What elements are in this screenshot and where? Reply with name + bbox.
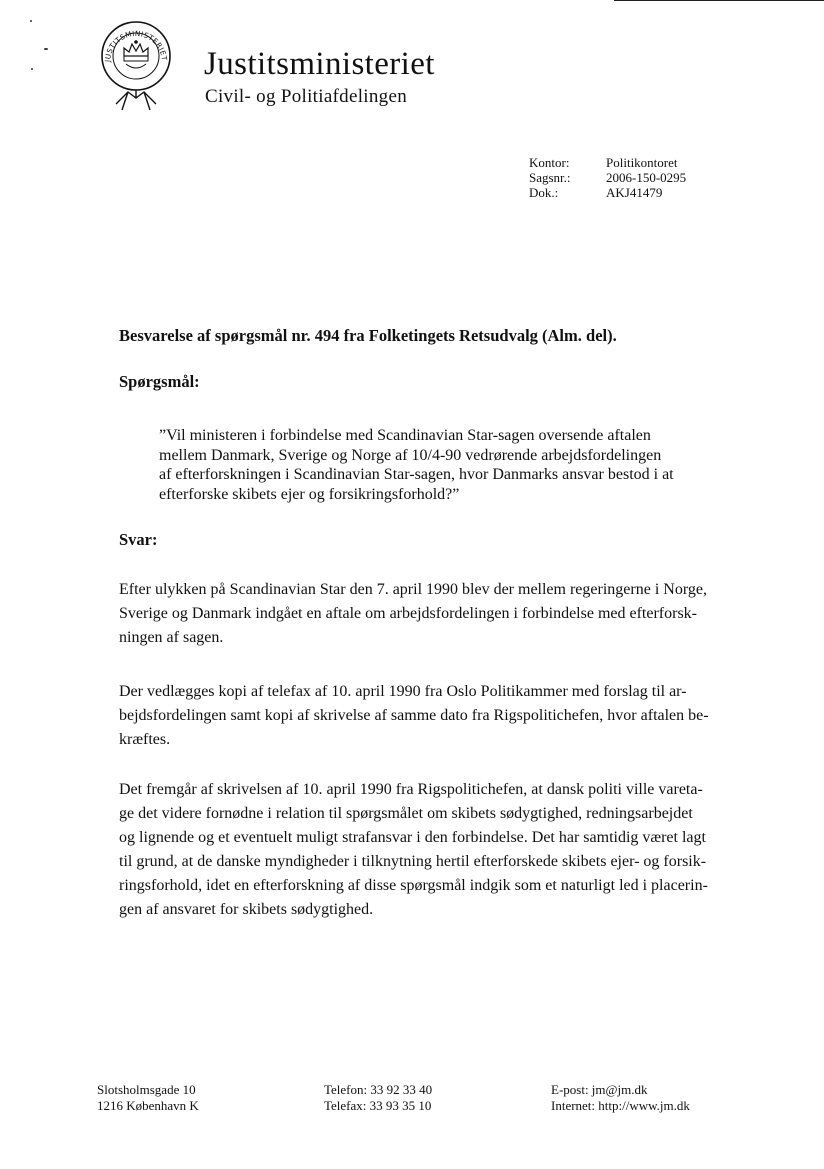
footer-line: Internet: http://www.jm.dk xyxy=(551,1098,690,1113)
quote-line: mellem Danmark, Sverige og Norge af 10/4-90 vedrørende arbejdsfordelingen xyxy=(159,446,662,464)
footer-web xyxy=(551,1082,690,1114)
footer-line: 1216 København K xyxy=(97,1098,199,1113)
footer-line: Slotsholmsgade 10 xyxy=(97,1082,196,1097)
reference-row xyxy=(529,170,686,185)
scan-speck xyxy=(31,68,33,70)
reference-value: 2006-150-0295 xyxy=(606,170,687,185)
scan-speck xyxy=(44,48,48,50)
footer-line: E-post: jm@jm.dk xyxy=(551,1082,648,1097)
paragraph-line: ringsforhold, idet en efterforskning af disse spørgsmål indgik som et naturligt led i placerin- xyxy=(119,877,708,894)
footer-line: Telefon: 33 92 33 40 xyxy=(324,1082,433,1097)
scan-speck xyxy=(30,20,32,22)
reference-row xyxy=(529,185,686,200)
answer-paragraph xyxy=(119,680,759,752)
footer-phone xyxy=(324,1082,432,1114)
answer-paragraph xyxy=(119,578,759,650)
paragraph-line: til grund, at de danske myndigheder i tilknytning hertil efterforskede skibets ejer- og forsik- xyxy=(119,853,707,870)
paragraph-line: bejdsfordelingen samt kopi af skrivelse af samme dato fra Rigspolitichefen, hvor aftalen be- xyxy=(119,707,709,724)
footer-address xyxy=(97,1082,199,1114)
ministry-seal-logo xyxy=(100,18,172,114)
paragraph-line: Sverige og Danmark indgået en aftale om arbejdsfordelingen i forbindelse med efterforsk- xyxy=(119,605,698,622)
paragraph-line: ge det videre fornødne i relation til spørgsmålet om skibets sødygtighed, redningsarbejdet xyxy=(119,805,693,822)
quote-line: efterforske skibets ejer og forsikringsforhold?” xyxy=(159,485,460,503)
question-quote xyxy=(159,426,739,504)
answer-paragraph xyxy=(119,778,759,922)
organization-name: Justitsministeriet xyxy=(204,46,435,82)
question-heading: Spørgsmål: xyxy=(119,372,200,391)
quote-line: ”Vil ministeren i forbindelse med Scandinavian Star-sagen oversende aftalen xyxy=(159,427,651,444)
subject-heading: Besvarelse af spørgsmål nr. 494 fra Folketingets Retsudvalg (Alm. del). xyxy=(119,326,617,345)
paragraph-line: Det fremgår af skrivelsen af 10. april 1990 fra Rigspolitichefen, at dansk politi ville vareta- xyxy=(119,781,703,798)
reference-label: Dok.: xyxy=(529,185,559,200)
department-name: Civil- og Politiafdelingen xyxy=(205,86,408,107)
reference-label: Kontor: xyxy=(529,155,570,170)
paragraph-line: og lignende og et eventuelt muligt strafansvar i den forbindelse. Det har samtidig været lagt xyxy=(119,829,706,846)
scan-edge-line xyxy=(614,0,824,1)
answer-heading: Svar: xyxy=(119,530,158,549)
reference-label: Sagsnr.: xyxy=(529,170,571,185)
quote-line: af efterforskningen i Scandinavian Star-sagen, hvor Danmarks ansvar bestod i at xyxy=(159,466,674,483)
reference-value: AKJ41479 xyxy=(606,185,663,200)
reference-value: Politikontoret xyxy=(606,155,678,170)
paragraph-line: gen af ansvaret for skibets sødygtighed. xyxy=(119,901,374,918)
footer-line: Telefax: 33 93 35 10 xyxy=(324,1098,432,1113)
paragraph-line: ningen af sagen. xyxy=(119,629,224,646)
paragraph-line: Efter ulykken på Scandinavian Star den 7. april 1990 blev der mellem regeringerne i Norge, xyxy=(119,581,707,598)
reference-row xyxy=(529,155,686,170)
paragraph-line: kræftes. xyxy=(119,731,171,748)
seal-text: JUSTITSMINISTERIET xyxy=(102,28,170,63)
reference-block xyxy=(529,155,686,200)
paragraph-line: Der vedlægges kopi af telefax af 10. april 1990 fra Oslo Politikammer med forslag til ar- xyxy=(119,683,687,700)
